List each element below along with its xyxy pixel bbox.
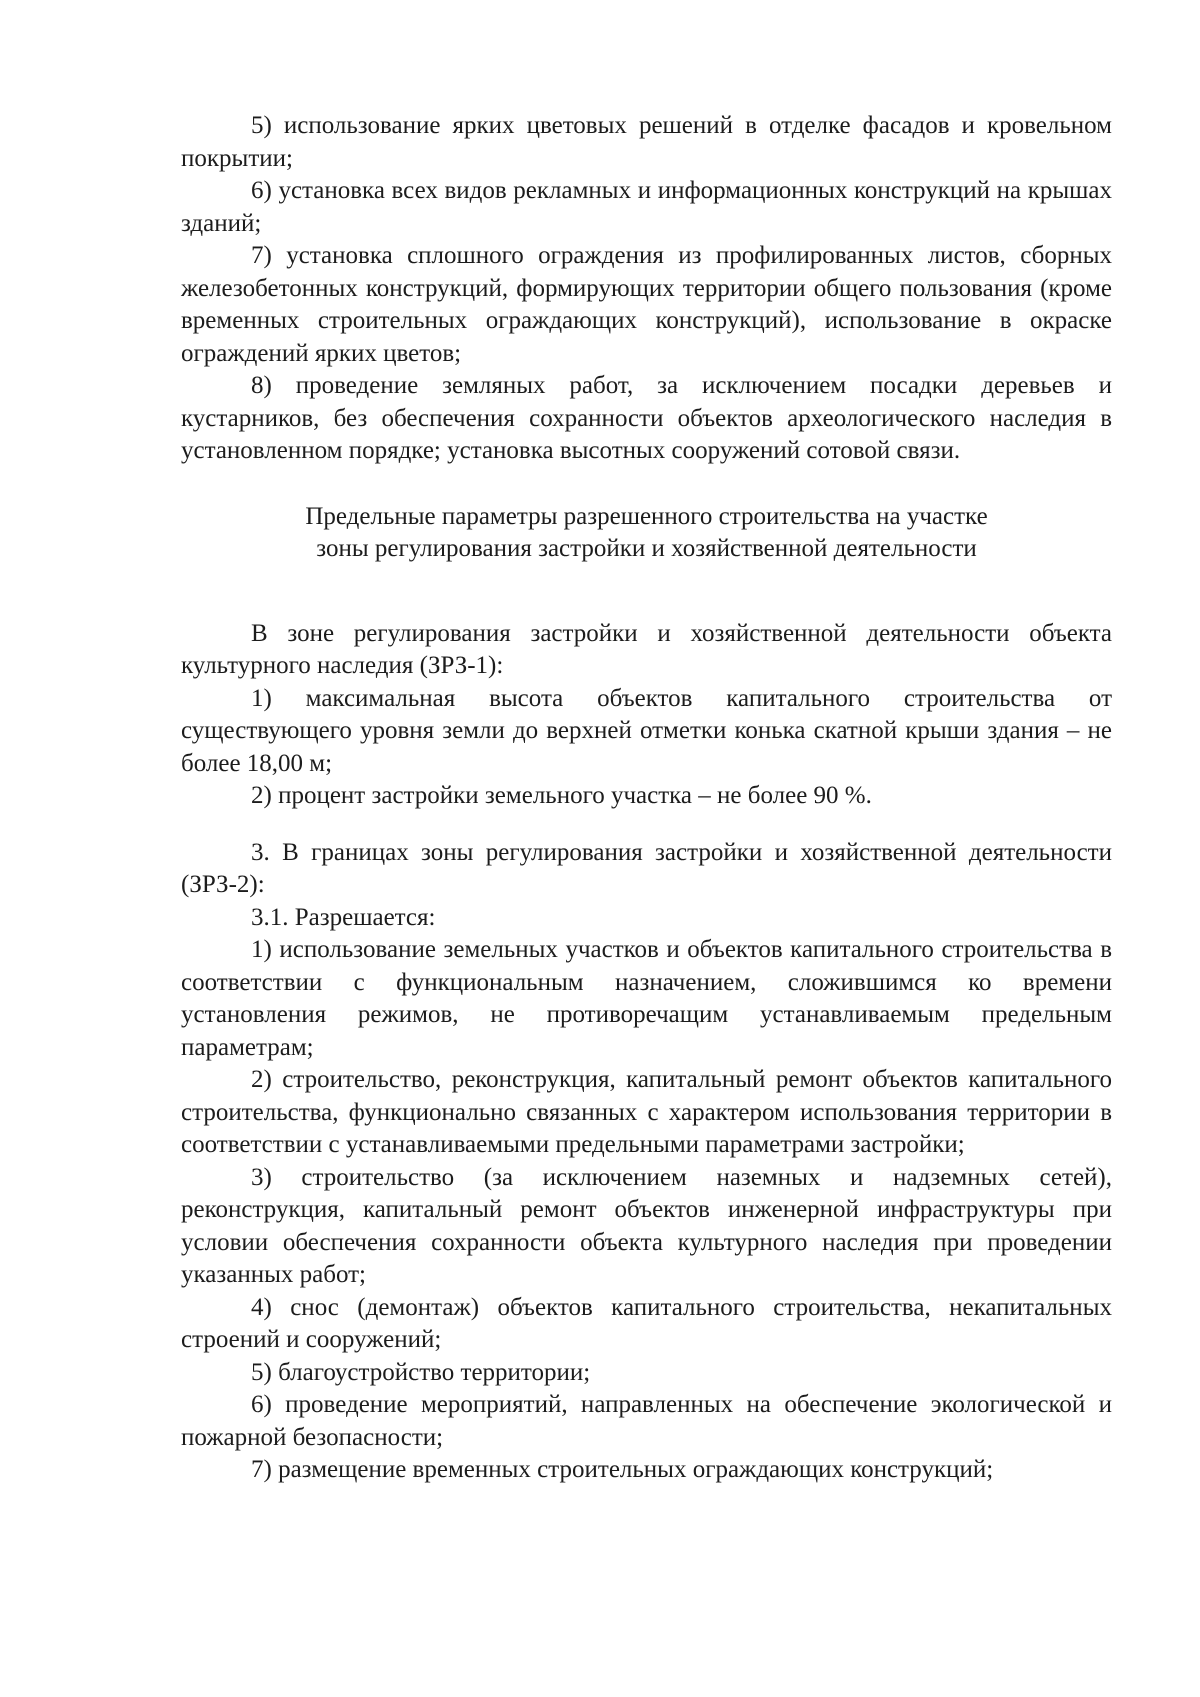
list-item: 5) использование ярких цветовых решений в отделке фасадов и кровельном покрытии; [181,112,1112,172]
section-heading [181,501,1112,566]
zrz2-sub-heading: 3.1. Разрешается: [251,903,436,931]
section-heading-line-2: зоны регулирования застройки и хозяйственной деятельности [316,535,977,562]
spacer [181,813,1112,837]
list-item: 7) размещение временных строительных ограждающих конструкций; [251,1456,994,1483]
list-item: 6) проведение мероприятий, направленных на обеспечение экологической и пожарной безопасности; [181,1391,1112,1451]
list-item: 1) использование земельных участков и объектов капитального строительства в соответствии с функциональным назначением, сложившимся ко времени установления режимов, не противоречащим устанавливаемым предельным параметрам; [181,936,1112,1061]
zrz2-intro: 3. В границах зоны регулирования застройки и хозяйственной деятельности (ЗРЗ-2): [181,838,1112,898]
spacer [181,566,1112,618]
list-item: 3) строительство (за исключением наземных и надземных сетей), реконструкция, капитальный ремонт объектов инженерной инфраструктуры при условии обеспечения сохранности объекта культурного наследия при проведении указанных работ; [181,1163,1112,1288]
list-item: 6) установка всех видов рекламных и информационных конструкций на крышах зданий; [181,177,1112,237]
list-item: 5) благоустройство территории; [251,1358,591,1386]
list-item: 8) проведение земляных работ, за исключением посадки деревьев и кустарников, без обеспечения сохранности объектов археологического наследия в установленном порядке; установка высотных сооружений сотовой связи. [181,372,1112,464]
list-item: 1) максимальная высота объектов капитального строительства от существующего уровня земли до верхней отметки конька скатной крыши здания – не более 18,00 м; [181,684,1112,777]
list-item: 2) строительство, реконструкция, капитальный ремонт объектов капитального строительства, функционально связанных с характером использования территории в соответствии с устанавливаемыми предельными параметрами застройки; [181,1066,1112,1158]
zrz1-intro: В зоне регулирования застройки и хозяйственной деятельности объекта культурного наследия (ЗРЗ-1): [181,619,1112,679]
section-heading-line-1: Предельные параметры разрешенного строительства на участке [305,502,988,530]
list-item: 7) установка сплошного ограждения из профилированных листов, сборных железобетонных конструкций, формирующих территории общего пользования (кроме временных строительных ограждающих конструкций), использование в окраске ограждений ярких цветов; [181,242,1112,367]
list-item: 4) снос (демонтаж) объектов капитального строительства, некапитальных строений и сооружений; [181,1293,1112,1353]
spacer [181,468,1112,501]
list-item: 2) процент застройки земельного участка – не более 90 %. [251,782,872,809]
